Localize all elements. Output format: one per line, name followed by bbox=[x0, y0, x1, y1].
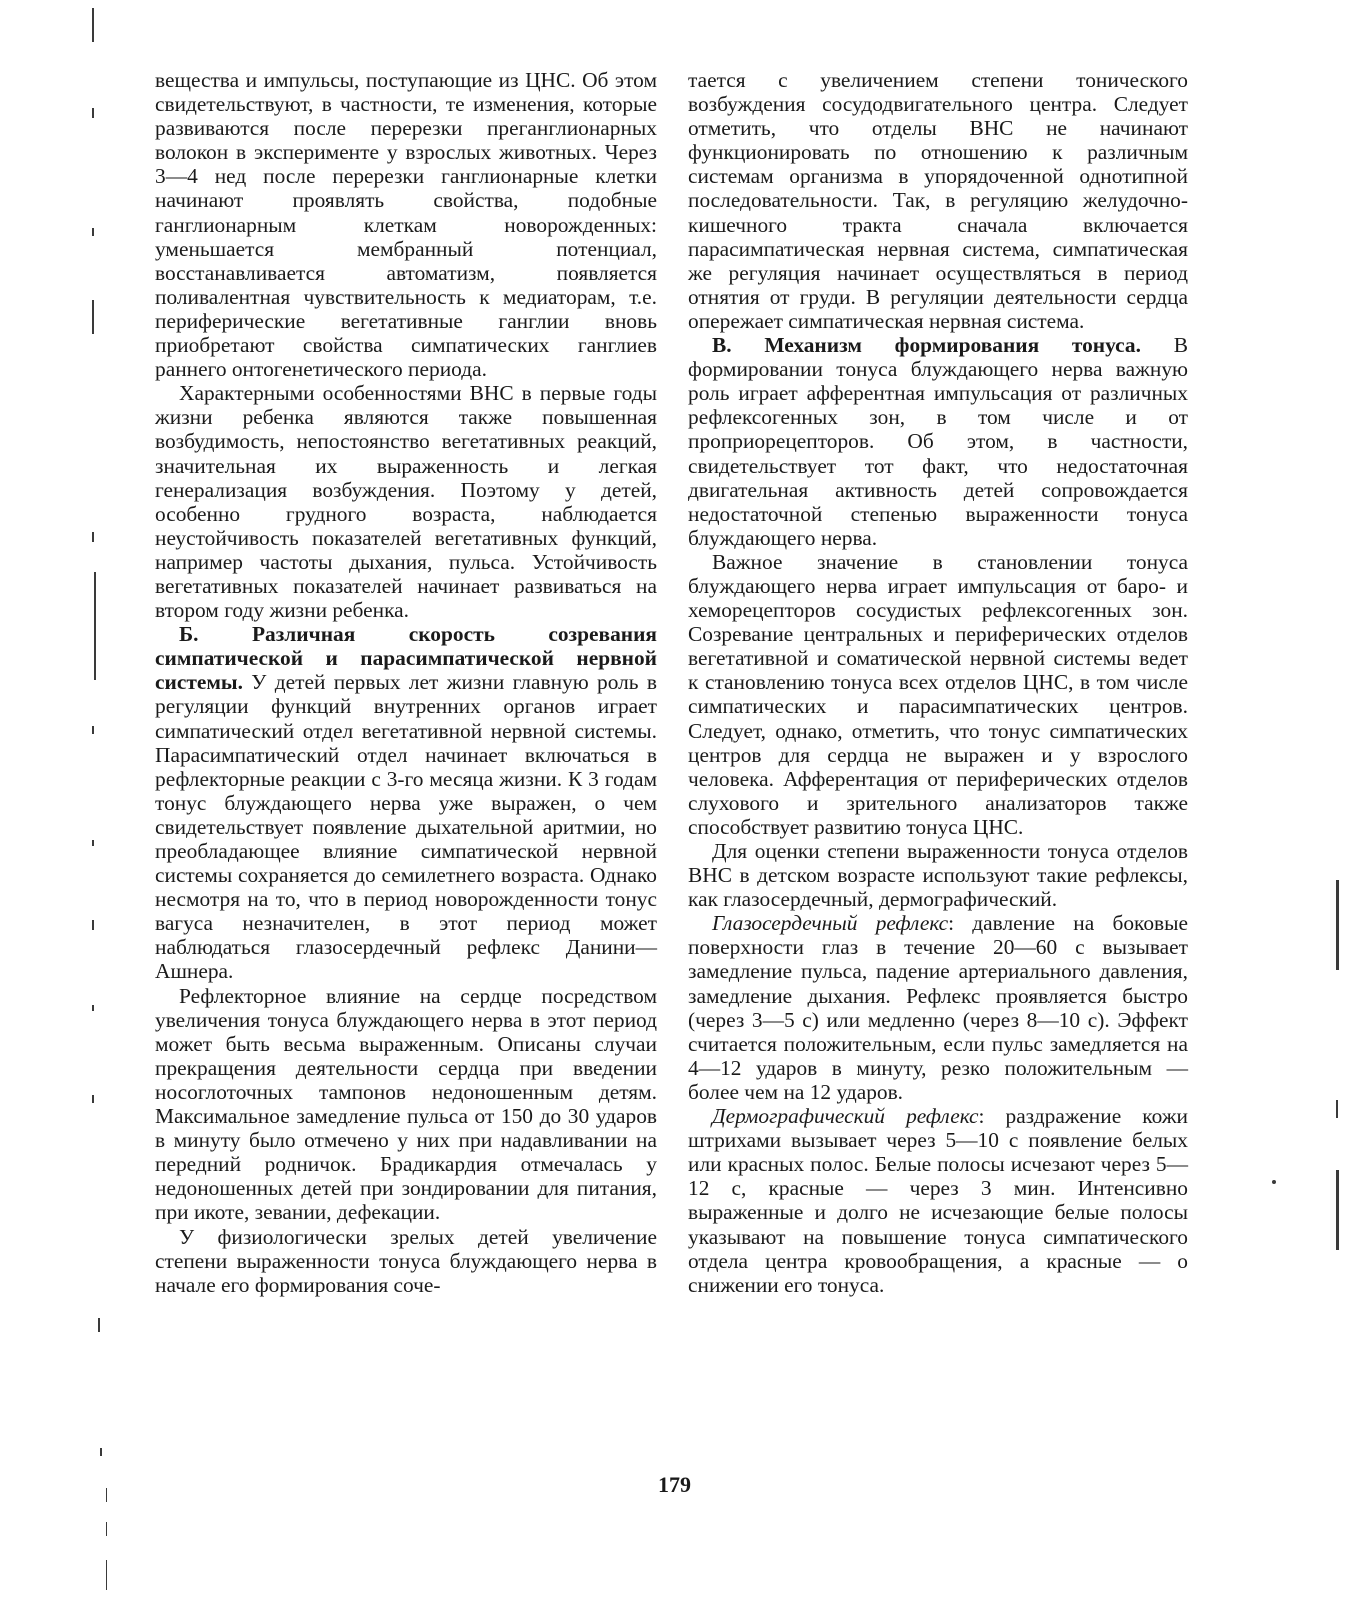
scan-mark bbox=[1336, 880, 1339, 970]
scan-mark bbox=[98, 1318, 100, 1332]
right-paragraph-1: тается с увеличением степени тонического возбуждения сосудодвигательного центра. Следует отметить, что отделы ВНС не начинают функционировать по отношению к различным системам организма в упорядоченной однотипной последовательности. Так, в регуляцию желудочно-кишечного тракта сначала включается парасимпатическая нервная система, симпатическая же регуляция начинает осуществляться в период отнятия от груди. В регуляции деятельности сердца опережает симпатическая нервная система. bbox=[688, 68, 1188, 333]
scan-mark bbox=[92, 1005, 94, 1011]
scan-mark bbox=[92, 1095, 94, 1103]
scan-mark bbox=[92, 532, 94, 542]
left-paragraph-1: вещества и импульсы, поступающие из ЦНС. Об этом свидетельствуют, в частности, те изменения, которые развиваются после перерезки преганглионарных волокон в эксперименте у взрослых животных. Через 3—4 нед после перерезки ганглионарные клетки начинают проявлять свойства, подобные ганглионарным клеткам новорожденных: уменьшается мембранный потенциал, восстанавливается автоматизм, появляется поливалентная чувствительность к медиаторам, т.е. периферические вегетативные ганглии вновь приобретают свойства симпатических ганглиев раннего онтогенетического периода. bbox=[155, 68, 657, 382]
scan-mark bbox=[92, 840, 94, 846]
left-paragraph-5: У физиологически зрелых детей увеличение степени выраженности тонуса блуждающего нерва в начале его формирования соче- bbox=[155, 1224, 657, 1297]
scan-mark bbox=[92, 8, 94, 42]
scan-mark bbox=[92, 300, 94, 334]
term-oculocardiac-reflex: Глазосердечный рефлекс bbox=[712, 911, 949, 936]
scan-mark bbox=[1336, 1100, 1338, 1118]
section-heading-b: Б. Различная скорость созревания симпатической и парасимпатической нервной системы. bbox=[155, 622, 657, 695]
scan-mark bbox=[92, 920, 94, 930]
scan-mark bbox=[100, 1448, 102, 1456]
scan-mark bbox=[106, 1560, 107, 1590]
left-paragraph-2: Характерными особенностями ВНС в первые годы жизни ребенка являются также повышенная возбудимость, непостоянство вегетативных реакций, значительная их выраженность и легкая генерализация возбуждения. Поэтому у детей, особенно грудного возраста, наблюдается неустойчивость показателей вегетативных функций, например частоты дыхания, пульса. Устойчивость вегетативных показателей начинает развиваться на втором году жизни ребенка. bbox=[155, 381, 657, 623]
scan-mark bbox=[1272, 1180, 1276, 1184]
left-paragraph-3: Б. Различная скорость созревания симпатической и парасимпатической нервной системы. У детей первых лет жизни главную роль в регуляции функций внутренних органов играет симпатический отдел вегетативной нервной системы. Парасимпатический отдел начинает включаться в рефлекторные реакции с 3-го месяца жизни. К 3 годам тонус блуждающего нерва уже выражен, о чем свидетельствует появление дыхательной аритмии, но преобладающее влияние симпатической нервной системы сохраняется до семилетнего возраста. Однако несмотря на то, что в период новорожденности тонус вагуса незначителен, в этот период может наблюдаться глазосердечный рефлекс Данини—Ашнера. bbox=[155, 622, 657, 984]
left-column bbox=[155, 68, 657, 1297]
scan-mark bbox=[94, 572, 96, 680]
scan-mark bbox=[92, 108, 94, 118]
section-heading-v: В. Механизм формирования тонуса. bbox=[712, 333, 1141, 358]
scan-mark bbox=[1336, 1170, 1339, 1250]
right-paragraph-4: Для оценки степени выраженности тонуса отделов ВНС в детском возрасте используют такие рефлексы, как глазосердечный, дермографический. bbox=[688, 839, 1188, 912]
right-column bbox=[688, 68, 1188, 1297]
scan-mark bbox=[106, 1522, 107, 1536]
right-paragraph-3: Важное значение в становлении тонуса блуждающего нерва играет импульсация от баро- и хеморецепторов сосудистых рефлексогенных зон. Созревание центральных и периферических отделов вегетативной и соматической нервной системы ведет к становлению тонуса всех отделов ЦНС, в том числе симпатических и парасимпатических центров. Следует, однако, отметить, что тонус симпатических центров для сердца не выражен и у взрослого человека. Афферентация от периферических отделов слухового и зрительного анализаторов также способствует развитию тонуса ЦНС. bbox=[688, 549, 1188, 839]
scan-mark bbox=[92, 228, 94, 236]
right-paragraph-2: В. Механизм формирования тонуса. В формировании тонуса блуждающего нерва важную роль играет афферентная импульсация от различных рефлексогенных зон, в том числе и от проприорецепторов. Об этом, в частности, свидетельствует тот факт, что недостаточная двигательная активность детей сопровождается недостаточной степенью выраженности тонуса блуждающего нерва. bbox=[688, 333, 1188, 550]
left-paragraph-4: Рефлекторное влияние на сердце посредством увеличения тонуса блуждающего нерва в этот период может быть весьма выраженным. Описаны случаи прекращения деятельности сердца при введении носоглоточных тампонов недоношенным детям. Максимальное замедление пульса от 150 до 30 ударов в минуту было отмечено у них при надавливании на передний родничок. Брадикардия отмечалась у недоношенных детей при зондировании для питания, при икоте, зевании, дефекации. bbox=[155, 983, 657, 1225]
page-number: 179 bbox=[658, 1472, 691, 1497]
term-dermographic-reflex: Дермографический рефлекс bbox=[712, 1104, 979, 1129]
right-paragraph-6: Дермографический рефлекс: раздражение кожи штрихами вызывает через 5—10 с появление белых или красных полос. Белые полосы исчезают через 5—12 с, красные — через 3 мин. Интенсивно выраженные и долго не исчезающие белые полосы указывают на повышение тонуса симпатического отдела центра кровообращения, а красные — о снижении его тонуса. bbox=[688, 1104, 1188, 1297]
right-paragraph-5: Глазосердечный рефлекс: давление на боковые поверхности глаз в течение 20—60 с вызывает замедление пульса, падение артериального давления, замедление дыхания. Рефлекс проявляется быстро (через 3—5 с) или медленно (через 8—10 с). Эффект считается положительным, если пульс замедляется на 4—12 ударов в минуту, резко положительным — более чем на 12 ударов. bbox=[688, 911, 1188, 1104]
scan-mark bbox=[92, 726, 94, 734]
